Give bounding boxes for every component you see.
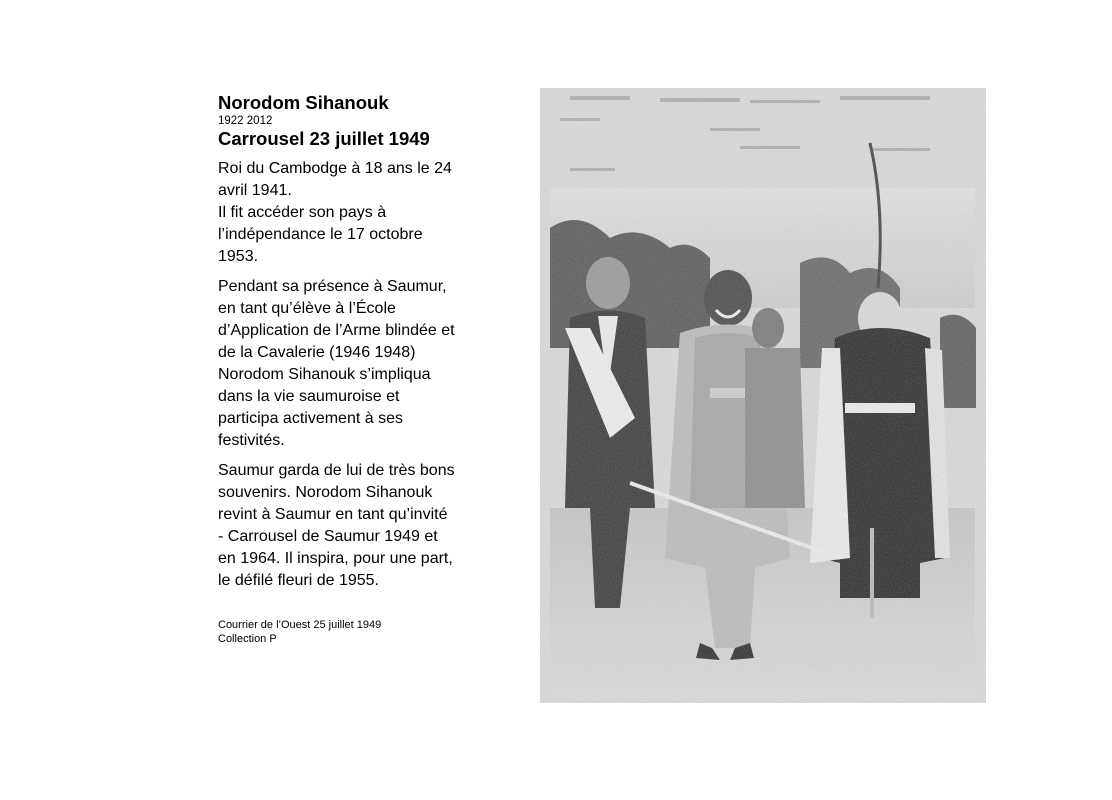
paragraph-line: dans la vie saumuroise et — [218, 388, 400, 405]
caption — [218, 618, 468, 646]
paragraph-line: Saumur garda de lui de très bons — [218, 462, 455, 479]
paragraph-line: en tant qu’élève à l’École — [218, 300, 396, 317]
paragraph-line: - Carrousel de Saumur 1949 et — [218, 528, 438, 545]
paragraph-line: le défilé fleuri de 1955. — [218, 572, 379, 589]
text-column — [218, 92, 468, 646]
paragraph-3 — [218, 460, 468, 592]
paragraph-1 — [218, 158, 468, 268]
paragraph-line: participa activement à ses — [218, 410, 403, 427]
paragraph-line: Pendant sa présence à Saumur, — [218, 278, 447, 295]
paragraph-line: de la Cavalerie (1946 1948) — [218, 344, 416, 361]
paragraph-line: Norodom Sihanouk s’impliqua — [218, 366, 431, 383]
person-name: Norodom Sihanouk — [218, 92, 389, 113]
paragraph-line: l’indépendance le 17 octobre — [218, 226, 423, 243]
event-title: Carrousel 23 juillet 1949 — [218, 128, 430, 149]
paragraph-line: Il fit accéder son pays à — [218, 204, 387, 221]
paragraph-line: avril 1941. — [218, 182, 292, 199]
life-years: 1922 2012 — [218, 115, 273, 127]
caption-collection: Collection P — [218, 633, 277, 645]
paragraph-line: en 1964. Il inspira, pour une part, — [218, 550, 453, 567]
paragraph-line: 1953. — [218, 248, 259, 265]
paragraph-2 — [218, 276, 468, 452]
grain-overlay — [540, 88, 986, 703]
caption-source: Courrier de l’Ouest 25 juillet 1949 — [218, 619, 382, 631]
paragraph-line: d’Application de l’Arme blindée et — [218, 322, 455, 339]
paragraph-line: festivités. — [218, 432, 285, 449]
paragraph-line: Roi du Cambodge à 18 ans le 24 — [218, 160, 452, 177]
paragraph-line: revint à Saumur en tant qu’invité — [218, 506, 448, 523]
photo-illustration — [540, 88, 986, 703]
newspaper-photo — [540, 88, 986, 703]
paragraph-line: souvenirs. Norodom Sihanouk — [218, 484, 433, 501]
